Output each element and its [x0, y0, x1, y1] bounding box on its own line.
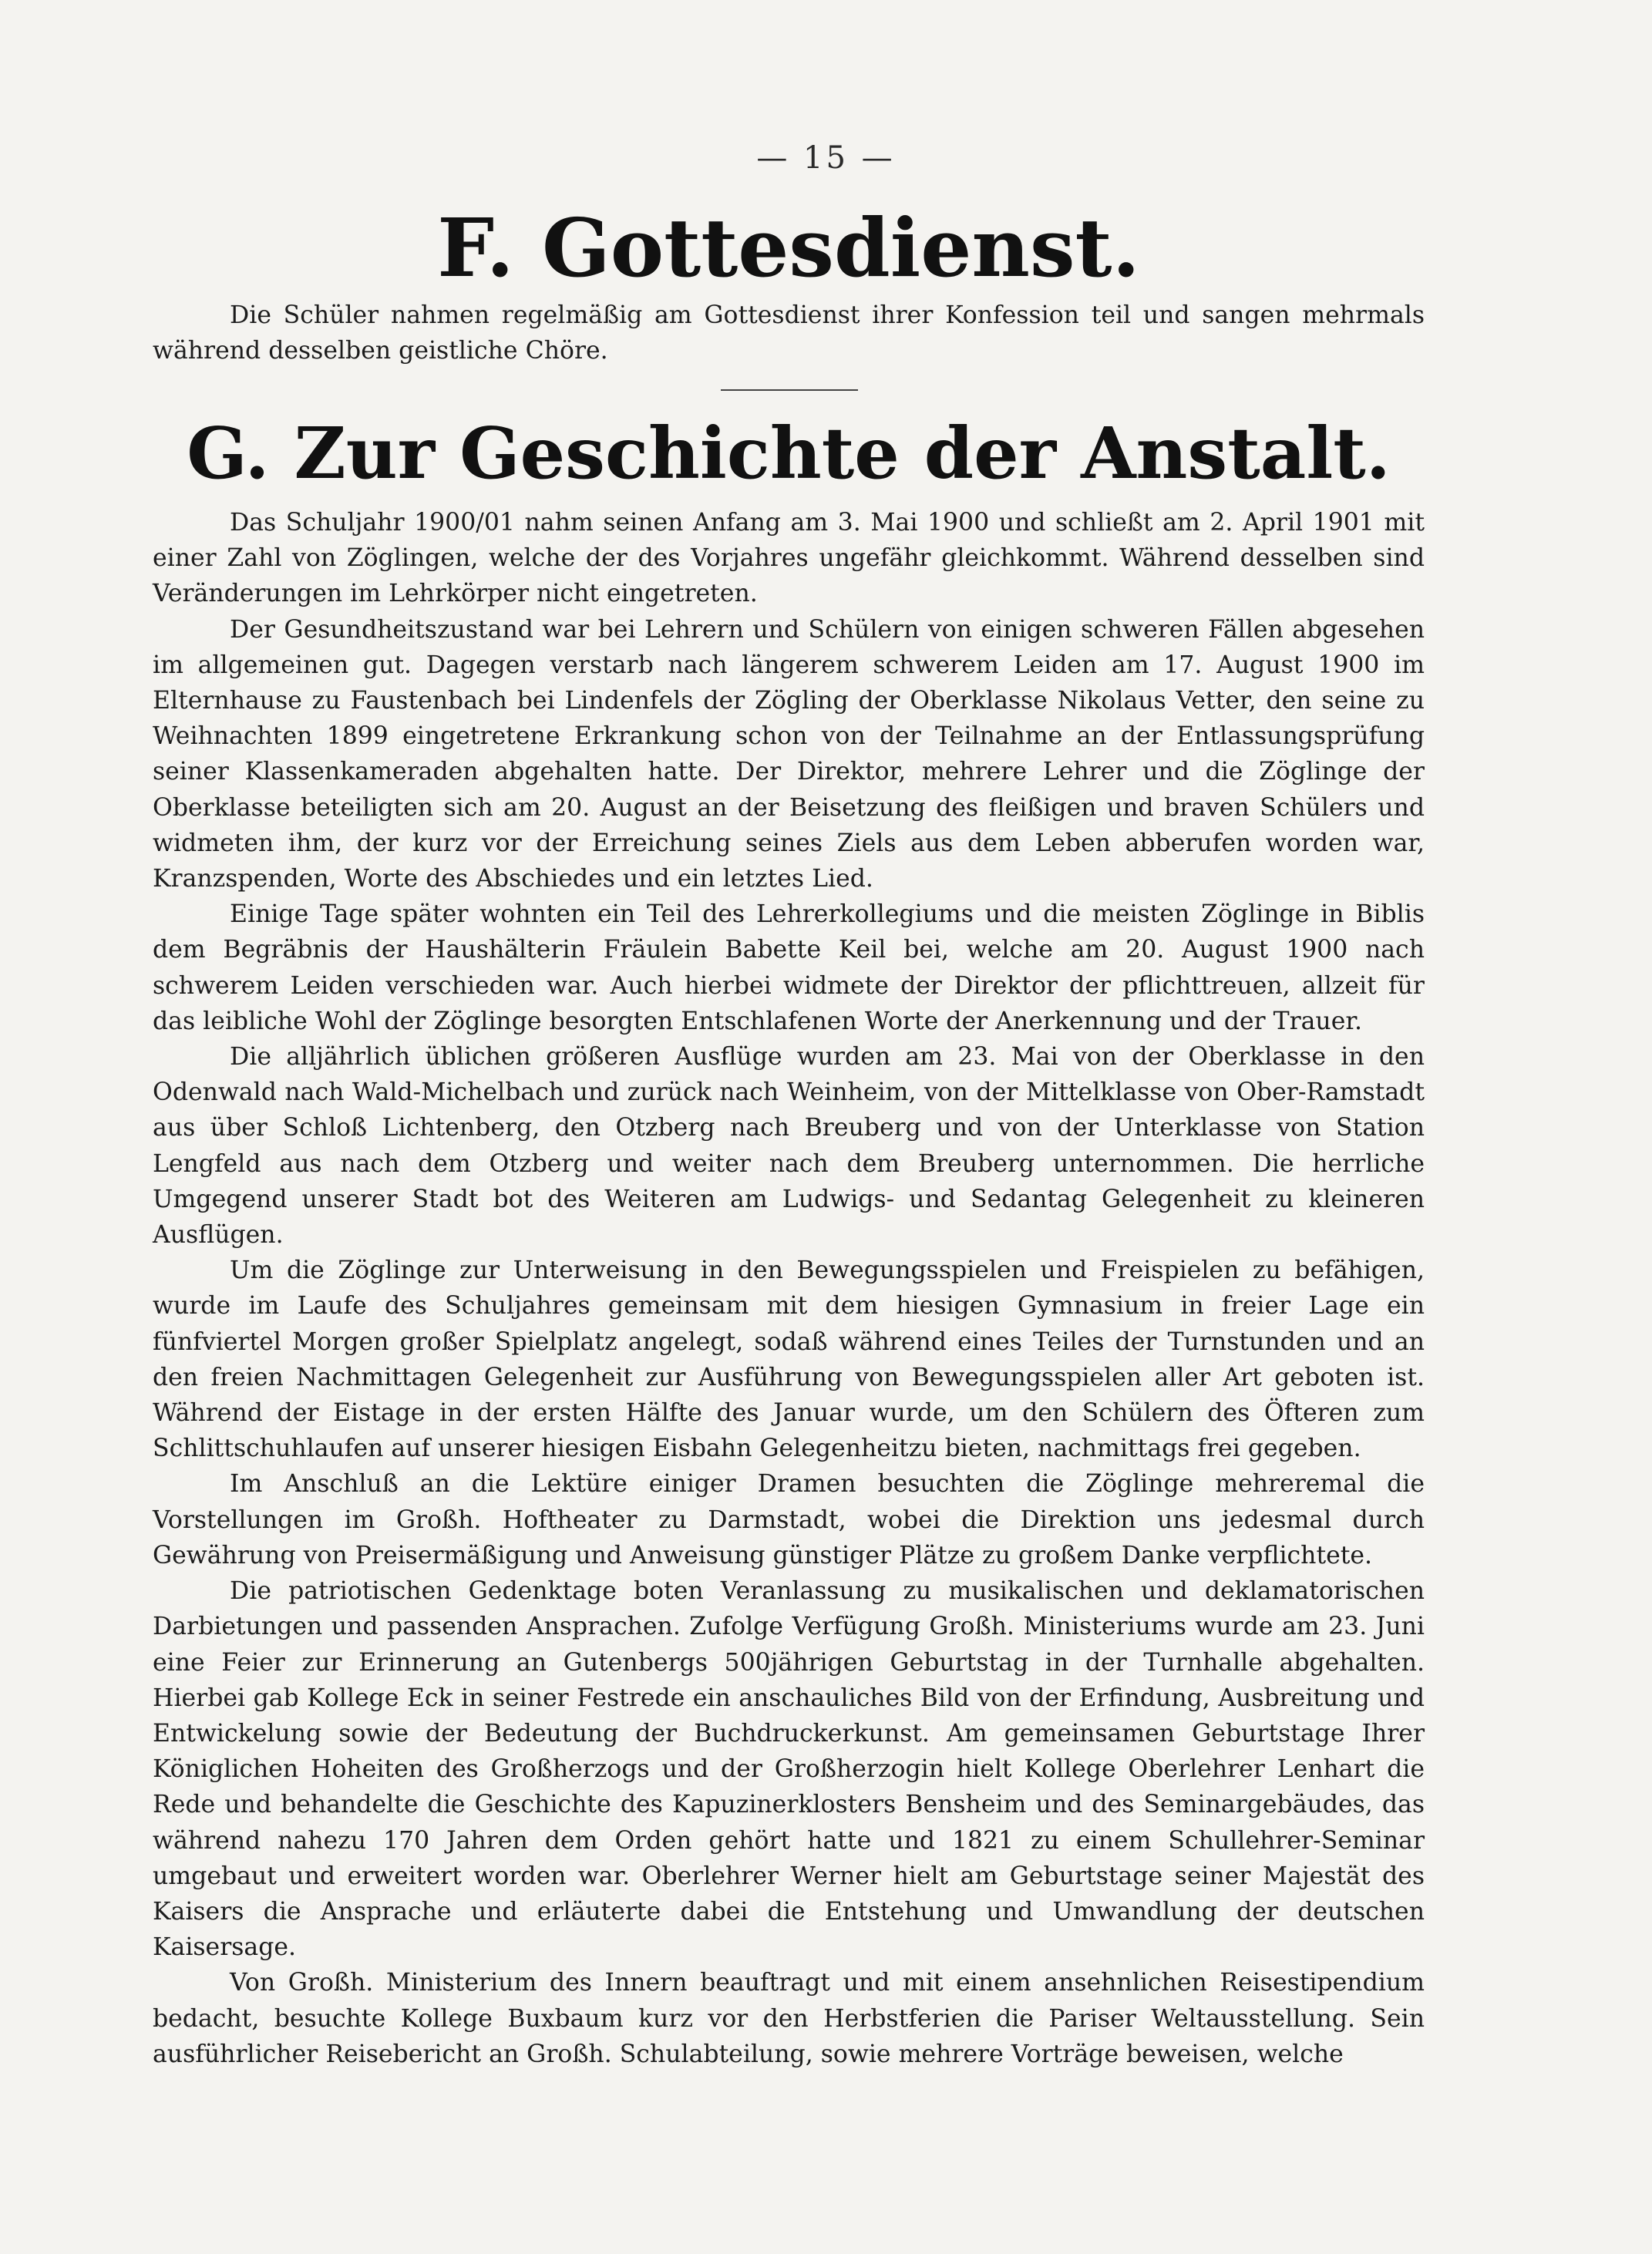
main-column: [153, 0, 1425, 2254]
section-g-paragraph: Um die Zöglinge zur Unterweisung in den Bewegungsspielen und Freispielen zu befähigen, wurde im Laufe des Schuljahres gemeinsam mit dem hiesigen Gymnasium in freier Lage ein fünfviertel Morgen großer Spielplatz angelegt, sodaß während eines Teiles der Turnstunden und an den freien Nachmittagen Gelegenheit zur Ausführung von Bewegungsspielen aller Art geboten ist. Während der Eistage in der ersten Hälfte des Januar wurde, um den Schülern des Öfteren zum Schlittschuhlaufen auf unserer hiesigen Eisbahn Gelegenheitzu bieten, nachmittags frei gegeben.: [153, 1257, 1425, 1463]
section-divider: [721, 389, 858, 391]
section-g-paragraph: Der Gesundheitszustand war bei Lehrern und Schülern von einigen schweren Fällen abgesehen im allgemeinen gut. Dagegen verstarb nach längerem schwerem Leiden am 17. August 1900 im Elternhause zu Faustenbach bei Lindenfels der Zögling der Oberklasse Nikolaus Vetter, den seine zu Weihnachten 1899 eingetretene Erkrankung schon von der Teilnahme an der Entlassungsprüfung seiner Klassenkameraden abgehalten hatte. Der Direktor, mehrere Lehrer und die Zöglinge der Oberklasse beteiligten sich am 20. August an der Beisetzung des fleißigen und braven Schülers und widmeten ihm, der kurz vor der Erreichung seines Ziels aus dem Leben abberufen worden war, Kranzspenden, Worte des Abschiedes und ein letztes Lied.: [153, 615, 1425, 893]
section-f-paragraph: Die Schüler nahmen regelmäßig am Gottesdienst ihrer Konfession teil und sangen mehrmals während desselben geistliche Chöre.: [153, 301, 1425, 365]
section-g-paragraph: Die alljährlich üblichen größeren Ausflüge wurden am 23. Mai von der Oberklasse in den Odenwald nach Wald-Michelbach und zurück nach Weinheim, von der Mittelklasse von Ober-Ramstadt aus über Schloß Lichtenberg, den Otzberg nach Breuberg und von der Unterklasse von Station Lengfeld aus nach dem Otzberg und weiter nach dem Breuberg unternommen. Die herrliche Umgegend unserer Stadt bot des Weiteren am Ludwigs- und Sedantag Gelegenheit zu kleineren Ausflügen.: [153, 1043, 1425, 1250]
section-g-paragraph: Im Anschluß an die Lektüre einiger Dramen besuchten die Zöglinge mehreremal die Vorstellungen im Großh. Hoftheater zu Darmstadt, wobei die Direktion uns jedesmal durch Gewährung von Preisermäßigung und Anweisung günstiger Plätze zu großem Danke verpflichtete.: [153, 1470, 1425, 1569]
section-f-heading: F. Gottesdienst.: [437, 200, 1140, 295]
section-g-paragraph: Das Schuljahr 1900/01 nahm seinen Anfang am 3. Mai 1900 und schließt am 2. April 1901 mit einer Zahl von Zöglingen, welche der des Vorjahres ungefähr gleichkommt. Während desselben sind Veränderungen im Lehrkörper nicht eingetreten.: [153, 509, 1425, 608]
section-g-paragraph: Von Großh. Ministerium des Innern beauftragt und mit einem ansehnlichen Reisestipendium bedacht, besuchte Kollege Buxbaum kurz vor den Herbstferien die Pariser Weltausstellung. Sein ausführlicher Reisebericht an Großh. Schulabteilung, sowie mehrere Vorträge beweisen, welche: [153, 1969, 1425, 2068]
section-f-body: [153, 298, 1425, 368]
section-g-paragraph: Einige Tage später wohnten ein Teil des Lehrerkollegiums und die meisten Zöglinge in Biblis dem Begräbnis der Haushälterin Fräulein Babette Keil bei, welche am 20. August 1900 nach schwerem Leiden verschieden war. Auch hierbei widmete der Direktor der pflichttreuen, allzeit für das leibliche Wohl der Zöglinge besorgten Entschlafenen Worte der Anerkennung und der Trauer.: [153, 900, 1425, 1035]
section-g-body: [153, 505, 1425, 2072]
page-number: — 15 —: [756, 140, 896, 176]
section-g-heading: G. Zur Geschichte der Anstalt.: [187, 412, 1391, 495]
section-g-paragraph: Die patriotischen Gedenktage boten Veranlassung zu musikalischen und deklamatorischen Darbietungen und passenden Ansprachen. Zufolge Verfügung Großh. Ministeriums wurde am 23. Juni eine Feier zur Erinnerung an Gutenbergs 500jährigen Geburtstag in der Turnhalle abgehalten. Hierbei gab Kollege Eck in seiner Festrede ein anschauliches Bild von der Erfindung, Ausbreitung und Entwickelung sowie der Bedeutung der Buchdruckerkunst. Am gemeinsamen Geburtstage Ihrer Königlichen Hoheiten des Großherzogs und der Großherzogin hielt Kollege Oberlehrer Lenhart die Rede und behandelte die Geschichte des Kapuzinerklosters Bensheim und des Seminargebäudes, das während nahezu 170 Jahren dem Orden gehört hatte und 1821 zu einem Schullehrer-Seminar umgebaut und erweitert worden war. Oberlehrer Werner hielt am Geburtstage seiner Majestät des Kaisers die Ansprache und erläuterte dabei die Entstehung und Umwandlung der deutschen Kaisersage.: [153, 1577, 1425, 1962]
